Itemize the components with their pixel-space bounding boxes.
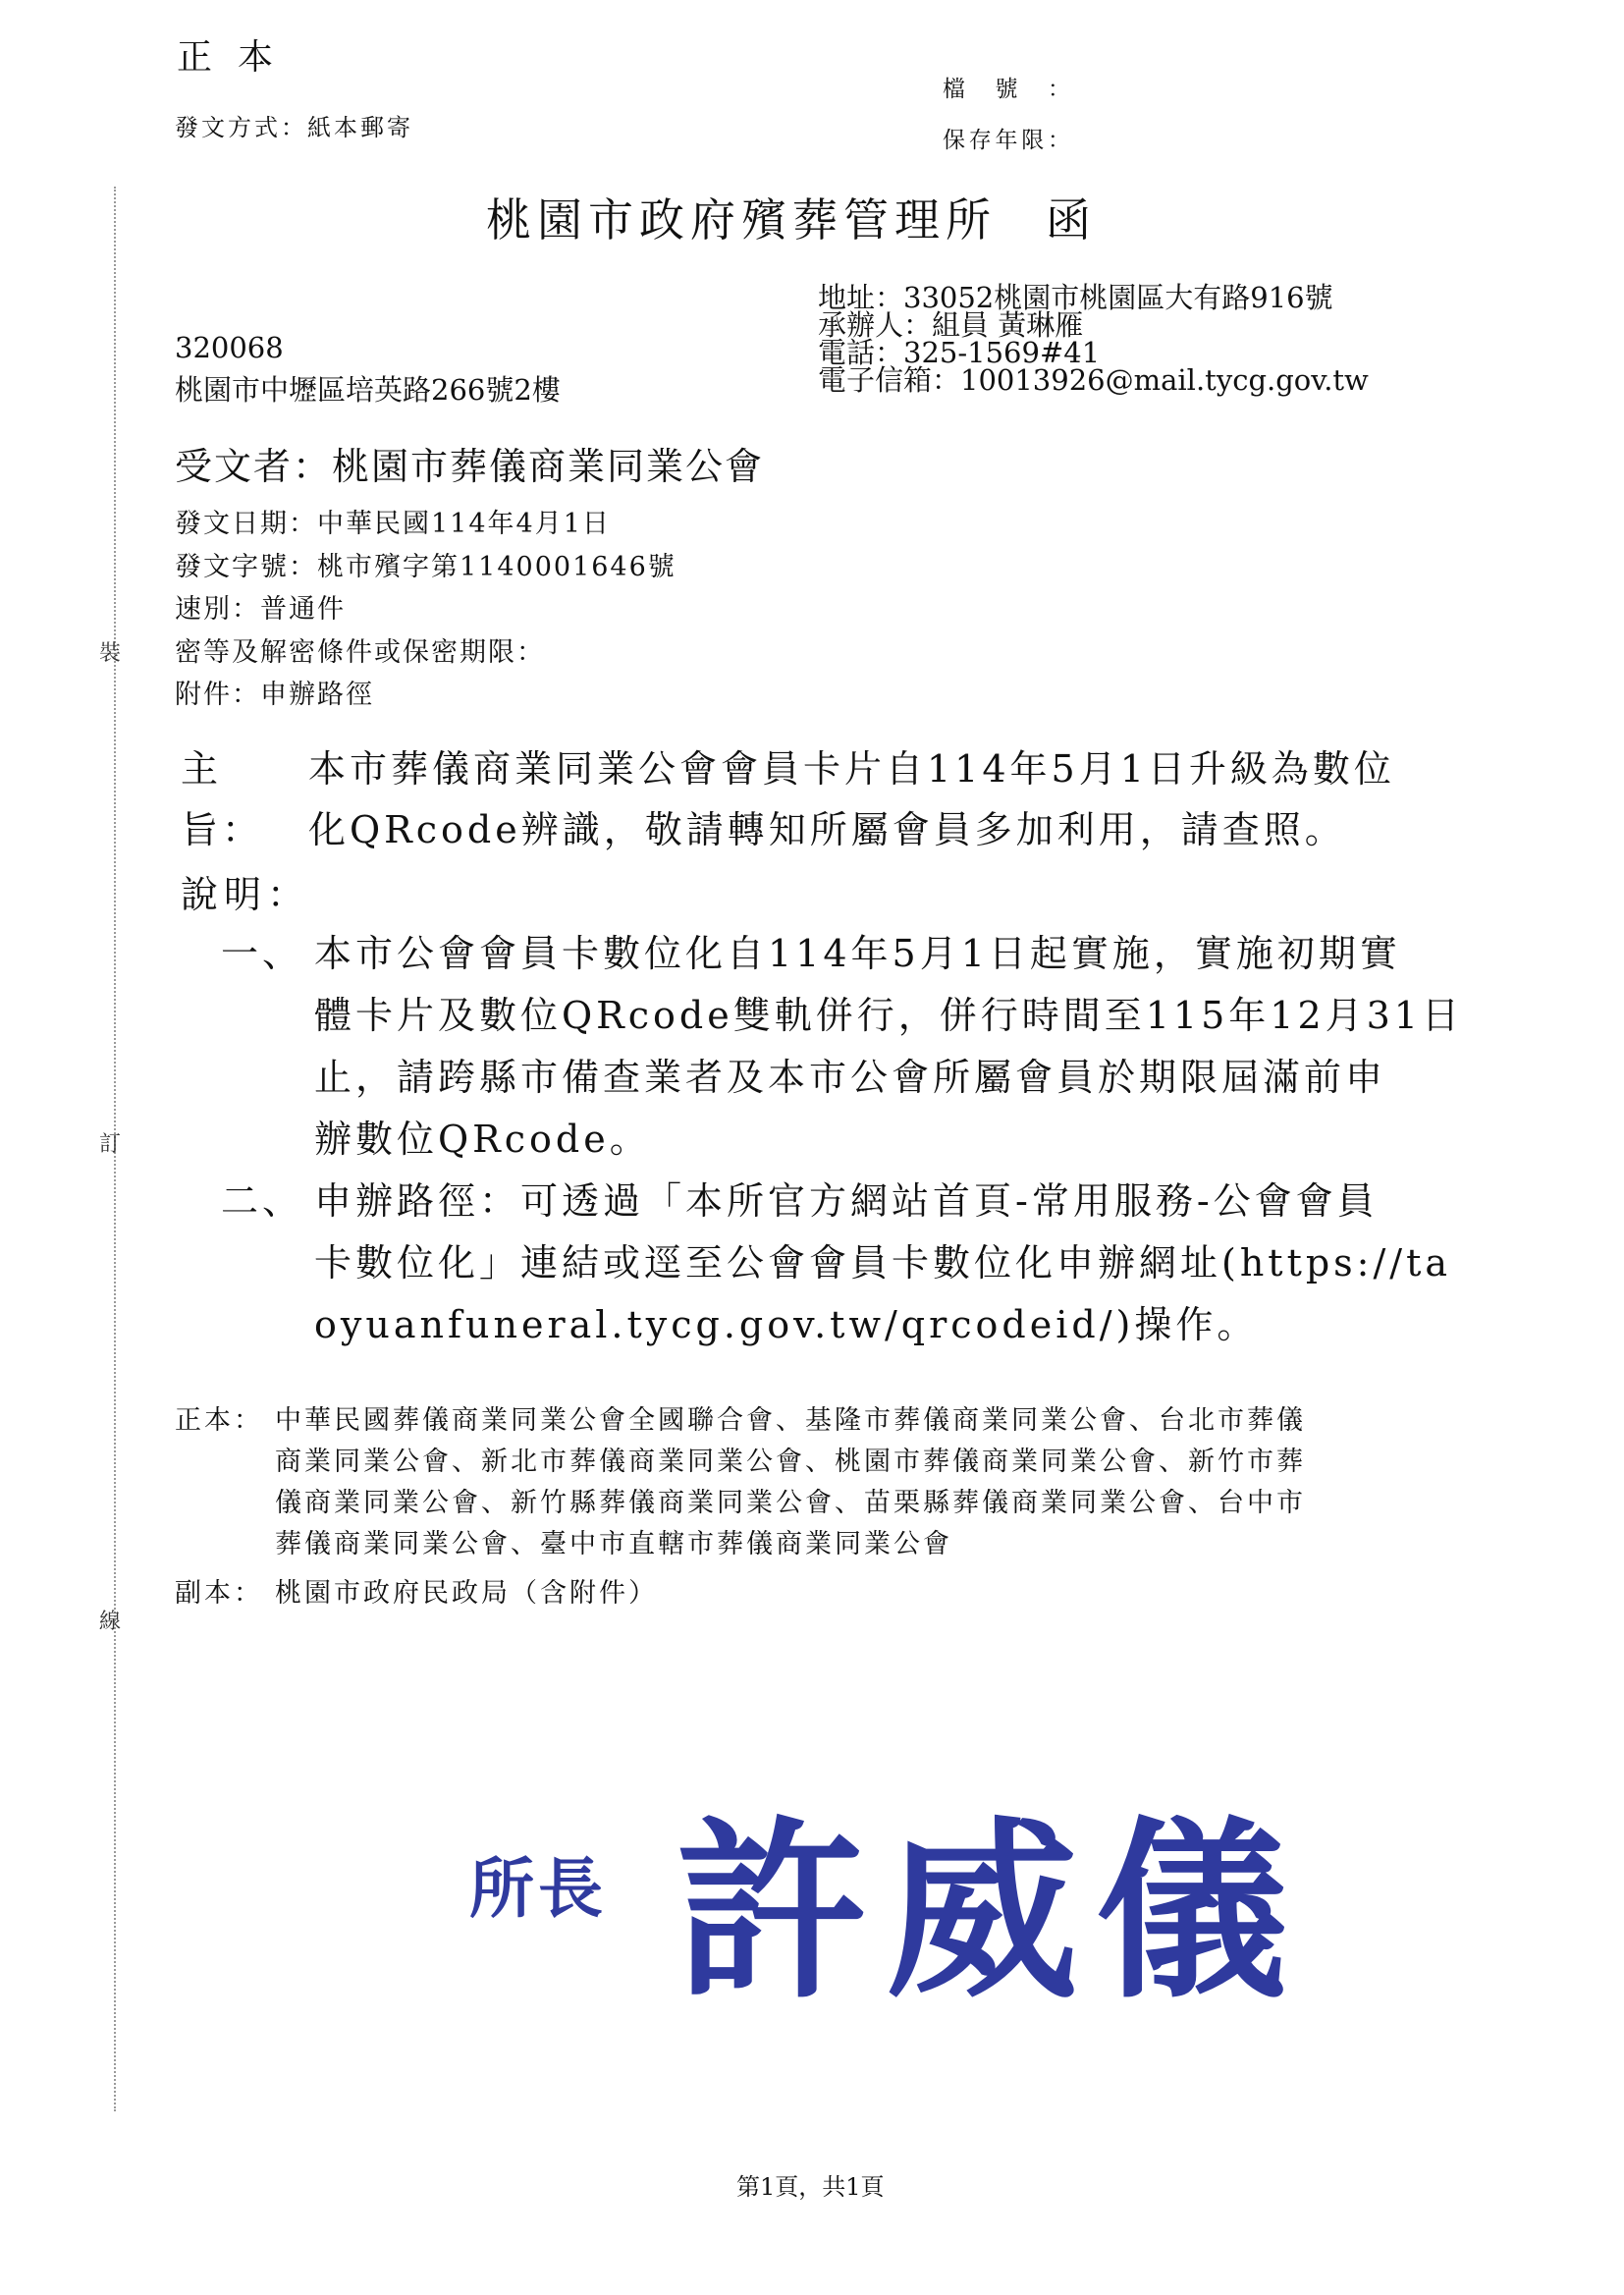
subject-line: 化QRcode辨識，敬請轉知所屬會員多加利用，請查照。 <box>308 808 1346 851</box>
contact-address: 地址：33052桃園市桃園區大有路916號 <box>818 281 1333 314</box>
receiver-zip: 320068 <box>175 331 284 364</box>
binding-mark-zhuang: 裝 <box>99 641 122 666</box>
issue-date: 發文日期：中華民國114年4月1日 <box>175 509 611 539</box>
retention-period-label: 保存年限： <box>943 128 1070 153</box>
contact-block <box>818 281 1369 397</box>
recipient: 受文者：桃園市葬儀商業同業公會 <box>175 445 765 488</box>
contact-phone: 電話：325-1569#41 <box>818 336 1101 369</box>
agency-name: 桃園市政府殯葬管理所 <box>486 193 997 246</box>
main-recipients-label: 正本： <box>175 1405 263 1436</box>
send-method: 發文方式：紙本郵寄 <box>175 114 413 141</box>
explanation-heading: 說明： <box>181 873 311 916</box>
attachment: 附件：申辦路徑 <box>175 680 374 710</box>
item-line: 體卡片及數位QRcode雙軌併行，併行時間至115年12月31日 <box>314 994 1463 1037</box>
main-recipients-line: 葬儀商業同業公會、臺中市直轄市葬儀商業同業公會 <box>275 1529 952 1559</box>
subject-line: 本市葬儀商業同業公會會員卡片自114年5月1日升級為數位 <box>308 747 1395 791</box>
document-title <box>486 185 1097 249</box>
signature-name: 許威儀 <box>676 1799 1307 2025</box>
item-line: 止，請跨縣市備查業者及本市公會所屬會員於期限屆滿前申 <box>314 1056 1387 1099</box>
item-line: 本市公會會員卡數位化自114年5月1日起實施，實施初期實 <box>314 932 1401 975</box>
receiver-address: 桃園市中壢區培英路266號2樓 <box>175 373 561 407</box>
archive-number-label: 檔號： <box>943 77 1070 102</box>
copy-recipients-label: 副本： <box>175 1578 263 1609</box>
item-number: 二、 <box>221 1179 304 1223</box>
copy-recipients-text: 桃園市政府民政局（含附件） <box>275 1578 658 1609</box>
document-number: 發文字號：桃市殯字第1140001646號 <box>175 551 677 582</box>
contact-email: 電子信箱：10013926@mail.tycg.gov.tw <box>818 363 1369 397</box>
document-meta <box>175 503 677 717</box>
item-line: 卡數位化」連結或逕至公會會員卡數位化申辦網址(https://ta <box>314 1241 1452 1284</box>
secrecy-level: 密等及解密條件或保密期限： <box>175 636 545 668</box>
retention-period <box>943 122 1070 154</box>
item-line: oyuanfuneral.tycg.gov.tw/qrcodeid/)操作。 <box>314 1303 1259 1346</box>
main-recipients-line: 商業同業公會、新北市葬儀商業同業公會、桃園市葬儀商業同業公會、新竹市葬 <box>275 1447 1306 1477</box>
item-number: 一、 <box>221 932 304 975</box>
main-recipients-line: 中華民國葬儀商業同業公會全國聯合會、基隆市葬儀商業同業公會、台北市葬儀 <box>275 1405 1306 1436</box>
signature-title: 所長 <box>469 1850 607 1927</box>
page-number: 第1頁，共1頁 <box>736 2173 885 2201</box>
main-recipients-line: 儀商業同業公會、新竹縣葬儀商業同業公會、苗栗縣葬儀商業同業公會、台中市 <box>275 1488 1306 1518</box>
subject-label: 主旨： <box>181 747 264 851</box>
binding-mark-xian: 線 <box>99 1610 122 1634</box>
delivery-speed: 速別：普通件 <box>175 594 346 625</box>
archive-number <box>943 71 1070 103</box>
copy-label: 正本 <box>177 37 299 78</box>
document-type: 函 <box>1046 193 1097 246</box>
item-line: 申辦路徑：可透過「本所官方網站首頁-常用服務-公會會員 <box>314 1179 1379 1223</box>
binding-mark-ding: 訂 <box>99 1132 122 1157</box>
item-line: 辦數位QRcode。 <box>314 1118 651 1161</box>
contact-handler: 承辦人：組員 黃琳雁 <box>818 308 1084 342</box>
